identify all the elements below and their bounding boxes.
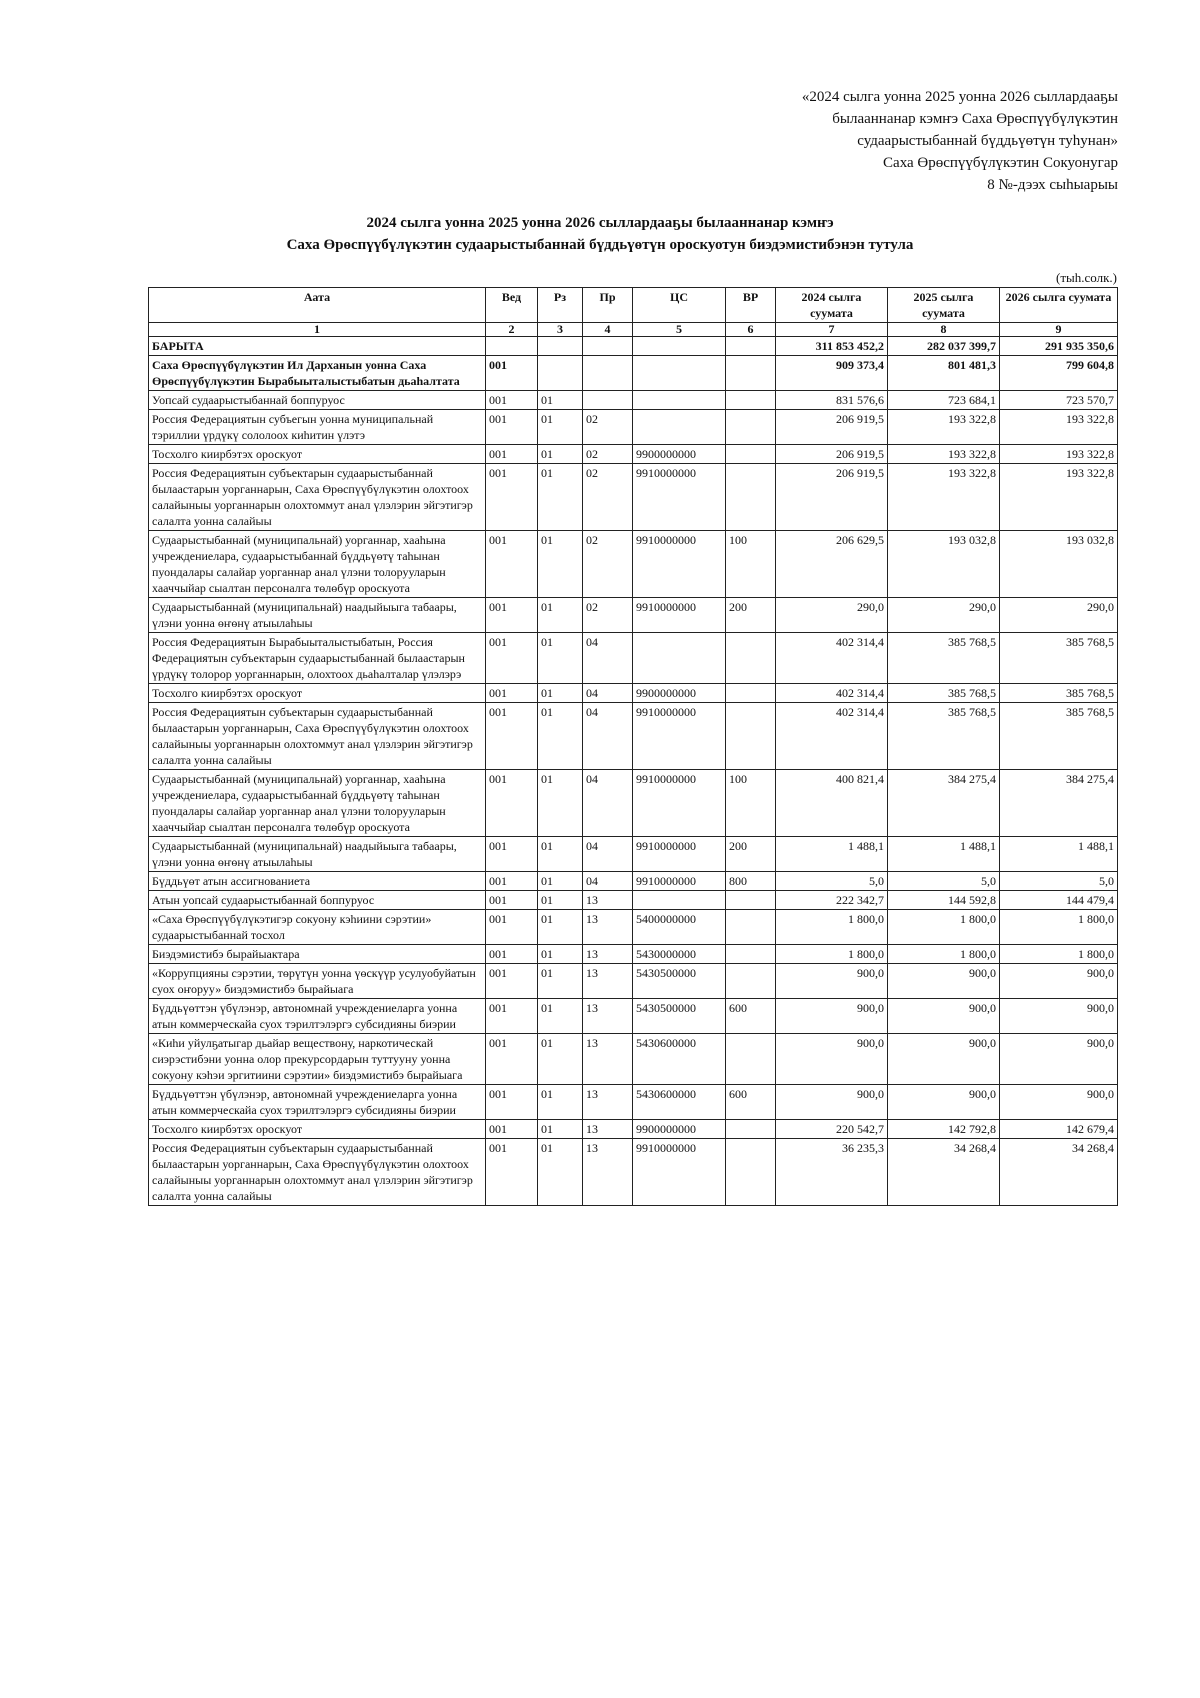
- table-row: [149, 464, 1118, 531]
- header-2024: 2024 сылга суумата: [776, 288, 888, 323]
- cell-pr: 04: [583, 872, 633, 891]
- cell-rz: 01: [538, 945, 583, 964]
- cell-pr: 13: [583, 1034, 633, 1085]
- cell-vr: [726, 1139, 776, 1206]
- cell-amount-2026: 144 479,4: [1000, 891, 1118, 910]
- table-header-row: [149, 288, 1118, 323]
- cell-name: Тосхолго киирбэтэх ороскуот: [149, 1120, 486, 1139]
- cell-amount-2025: 290,0: [888, 598, 1000, 633]
- column-number: 1: [149, 323, 486, 337]
- cell-cs: 9900000000: [633, 1120, 726, 1139]
- table-row: [149, 337, 1118, 356]
- table-body: [149, 337, 1118, 1206]
- cell-amount-2025: 282 037 399,7: [888, 337, 1000, 356]
- cell-amount-2024: 290,0: [776, 598, 888, 633]
- cell-ved: 001: [486, 945, 538, 964]
- table-row: [149, 837, 1118, 872]
- column-number: 4: [583, 323, 633, 337]
- cell-ved: 001: [486, 872, 538, 891]
- cell-pr: 13: [583, 891, 633, 910]
- cell-rz: 01: [538, 999, 583, 1034]
- cell-name: Судаарыстыбаннай (муниципальнай) наадыйыыга табаары, үлэни уонна өҥөнү атыылаһыы: [149, 598, 486, 633]
- cell-ved: 001: [486, 999, 538, 1034]
- table-row: [149, 964, 1118, 999]
- cell-amount-2026: 900,0: [1000, 1034, 1118, 1085]
- table-row: [149, 633, 1118, 684]
- table-row: [149, 1085, 1118, 1120]
- cell-pr: 02: [583, 598, 633, 633]
- cell-cs: [633, 410, 726, 445]
- cell-pr: 13: [583, 1139, 633, 1206]
- cell-ved: 001: [486, 910, 538, 945]
- table-row: [149, 445, 1118, 464]
- cell-amount-2025: 144 592,8: [888, 891, 1000, 910]
- cell-amount-2024: 402 314,4: [776, 703, 888, 770]
- cell-vr: 100: [726, 770, 776, 837]
- unit-label: (тыһ.солк.): [1056, 270, 1117, 285]
- cell-cs: [633, 337, 726, 356]
- cell-pr: 13: [583, 945, 633, 964]
- column-number: 9: [1000, 323, 1118, 337]
- cell-vr: 200: [726, 837, 776, 872]
- cell-ved: 001: [486, 633, 538, 684]
- cell-rz: 01: [538, 531, 583, 598]
- appendix-note-line: 8 №-дээх сыһыарыы: [987, 177, 1118, 193]
- cell-name: Судаарыстыбаннай (муниципальнай) уорганнар, хааһына учреждениелара, судаарыстыбаннай бүддьүөтү таһынан пуондалары салайар уорганнар анал үлэни толорууларын хааччыйар сыалтан персоналга төлөбүр ороскуота: [149, 531, 486, 598]
- cell-amount-2025: 1 800,0: [888, 945, 1000, 964]
- cell-amount-2025: 385 768,5: [888, 703, 1000, 770]
- cell-ved: 001: [486, 464, 538, 531]
- cell-cs: 9910000000: [633, 703, 726, 770]
- cell-name: Биэдэмистибэ бырайыактара: [149, 945, 486, 964]
- cell-name: «Киһи уйулҕатыгар дьайар веществону, наркотическай сиэрэстибэни уонна олор прекурсордарын туттууну уонна сокуону кэһэи эргитиини сэрэтии» биэдэмистибэ бырайыага: [149, 1034, 486, 1085]
- cell-ved: 001: [486, 703, 538, 770]
- cell-cs: 9910000000: [633, 837, 726, 872]
- cell-ved: 001: [486, 684, 538, 703]
- appendix-note-line: былааннанар кэмҥэ Саха Өрөспүүбүлүкэтин: [832, 111, 1118, 127]
- cell-name: Судаарыстыбаннай (муниципальнай) наадыйыыга табаары, үлэни уонна өҥөнү атыылаһыы: [149, 837, 486, 872]
- cell-amount-2025: 193 322,8: [888, 445, 1000, 464]
- table-row: [149, 999, 1118, 1034]
- cell-pr: 04: [583, 770, 633, 837]
- table-row: [149, 1120, 1118, 1139]
- cell-rz: 01: [538, 598, 583, 633]
- cell-pr: [583, 337, 633, 356]
- cell-amount-2024: 1 800,0: [776, 910, 888, 945]
- column-number: 2: [486, 323, 538, 337]
- cell-ved: 001: [486, 391, 538, 410]
- cell-rz: 01: [538, 391, 583, 410]
- cell-vr: [726, 410, 776, 445]
- cell-amount-2026: 142 679,4: [1000, 1120, 1118, 1139]
- cell-rz: 01: [538, 837, 583, 872]
- cell-pr: 04: [583, 837, 633, 872]
- cell-vr: 600: [726, 999, 776, 1034]
- cell-amount-2026: 384 275,4: [1000, 770, 1118, 837]
- cell-amount-2025: 34 268,4: [888, 1139, 1000, 1206]
- cell-name: Бүддьүөт атын ассигнованиета: [149, 872, 486, 891]
- cell-amount-2026: 385 768,5: [1000, 633, 1118, 684]
- cell-name: Саха Өрөспүүбүлүкэтин Ил Дарханын уонна Саха Өрөспүүбүлүкэтин Бырабыыталыстыбатын дьаһалтата: [149, 356, 486, 391]
- cell-amount-2025: 900,0: [888, 1034, 1000, 1085]
- cell-amount-2025: 5,0: [888, 872, 1000, 891]
- cell-pr: 02: [583, 445, 633, 464]
- cell-amount-2025: 900,0: [888, 999, 1000, 1034]
- cell-amount-2025: 193 032,8: [888, 531, 1000, 598]
- column-number-row: [149, 323, 1118, 337]
- header-pr: Пр: [583, 288, 633, 323]
- document-title-line-1: 2024 сылга уонна 2025 уонна 2026 сыллардааҕы былааннанар кэмҥэ: [366, 215, 834, 231]
- cell-rz: 01: [538, 633, 583, 684]
- cell-pr: 02: [583, 531, 633, 598]
- cell-pr: 13: [583, 910, 633, 945]
- cell-vr: 600: [726, 1085, 776, 1120]
- cell-name: Россия Федерациятын Бырабыыталыстыбатын, Россия Федерациятын субъектарын судаарыстыбаннай былаастарын үрдүкү толорор уорганнарын, олохтоох дьаһалталар үлэлэрэ: [149, 633, 486, 684]
- cell-vr: [726, 464, 776, 531]
- cell-rz: 01: [538, 410, 583, 445]
- cell-ved: 001: [486, 1120, 538, 1139]
- column-number: 7: [776, 323, 888, 337]
- header-cs: ЦС: [633, 288, 726, 323]
- header-ved: Вед: [486, 288, 538, 323]
- table-row: [149, 410, 1118, 445]
- cell-pr: 13: [583, 1085, 633, 1120]
- cell-amount-2026: 1 488,1: [1000, 837, 1118, 872]
- cell-cs: 5430500000: [633, 999, 726, 1034]
- cell-ved: 001: [486, 837, 538, 872]
- cell-amount-2026: 34 268,4: [1000, 1139, 1118, 1206]
- cell-amount-2026: 385 768,5: [1000, 684, 1118, 703]
- cell-amount-2026: 900,0: [1000, 964, 1118, 999]
- cell-cs: [633, 391, 726, 410]
- table-row: [149, 598, 1118, 633]
- cell-cs: 9900000000: [633, 445, 726, 464]
- table-row: [149, 356, 1118, 391]
- table-row: [149, 1139, 1118, 1206]
- table-row: [149, 684, 1118, 703]
- cell-ved: 001: [486, 410, 538, 445]
- table-row: [149, 391, 1118, 410]
- document-title: [0, 212, 1200, 256]
- cell-amount-2026: 193 322,8: [1000, 464, 1118, 531]
- cell-pr: 02: [583, 410, 633, 445]
- column-number: 6: [726, 323, 776, 337]
- cell-rz: 01: [538, 872, 583, 891]
- cell-amount-2026: 1 800,0: [1000, 910, 1118, 945]
- budget-table: [148, 287, 1118, 1206]
- cell-rz: 01: [538, 964, 583, 999]
- cell-amount-2024: 311 853 452,2: [776, 337, 888, 356]
- cell-amount-2024: 206 629,5: [776, 531, 888, 598]
- cell-pr: 04: [583, 684, 633, 703]
- cell-name: «Саха Өрөспүүбүлүкэтигэр сокуону кэһиини сэрэтии» судаарыстыбаннай тосхол: [149, 910, 486, 945]
- cell-pr: 13: [583, 964, 633, 999]
- cell-rz: [538, 337, 583, 356]
- header-2026: 2026 сылга суумата: [1000, 288, 1118, 323]
- cell-rz: 01: [538, 703, 583, 770]
- cell-rz: 01: [538, 464, 583, 531]
- cell-amount-2026: 900,0: [1000, 1085, 1118, 1120]
- cell-vr: 800: [726, 872, 776, 891]
- cell-name: Тосхолго киирбэтэх ороскуот: [149, 684, 486, 703]
- cell-amount-2025: 1 800,0: [888, 910, 1000, 945]
- cell-pr: [583, 391, 633, 410]
- cell-cs: 9900000000: [633, 684, 726, 703]
- cell-rz: 01: [538, 891, 583, 910]
- column-number: 5: [633, 323, 726, 337]
- cell-pr: 13: [583, 1120, 633, 1139]
- table-row: [149, 770, 1118, 837]
- cell-cs: 5400000000: [633, 910, 726, 945]
- cell-cs: 5430600000: [633, 1034, 726, 1085]
- cell-amount-2024: 206 919,5: [776, 410, 888, 445]
- cell-rz: 01: [538, 1085, 583, 1120]
- cell-rz: 01: [538, 770, 583, 837]
- cell-amount-2025: 193 322,8: [888, 410, 1000, 445]
- cell-name: Атын уопсай судаарыстыбаннай боппуруос: [149, 891, 486, 910]
- cell-cs: [633, 891, 726, 910]
- cell-name: Уопсай судаарыстыбаннай боппуруос: [149, 391, 486, 410]
- cell-amount-2026: 193 322,8: [1000, 445, 1118, 464]
- cell-amount-2026: 900,0: [1000, 999, 1118, 1034]
- header-vr: ВР: [726, 288, 776, 323]
- cell-ved: 001: [486, 1085, 538, 1120]
- cell-pr: 04: [583, 633, 633, 684]
- header-name: Аата: [149, 288, 486, 323]
- column-number: 8: [888, 323, 1000, 337]
- cell-ved: 001: [486, 770, 538, 837]
- cell-vr: [726, 684, 776, 703]
- appendix-note-line: «2024 сылга уонна 2025 уонна 2026 сыллардааҕы: [801, 89, 1118, 105]
- cell-vr: [726, 1034, 776, 1085]
- cell-name: Бүддьүөттэн үбүлэнэр, автономнай учреждениеларга уонна атын коммерческайа суох тэрилтэлэргэ субсидияны биэрии: [149, 999, 486, 1034]
- cell-rz: 01: [538, 1034, 583, 1085]
- cell-amount-2024: 5,0: [776, 872, 888, 891]
- table-row: [149, 910, 1118, 945]
- cell-amount-2024: 831 576,6: [776, 391, 888, 410]
- cell-cs: 9910000000: [633, 464, 726, 531]
- cell-name: Россия Федерациятын субъектарын судаарыстыбаннай былаастарын уорганнарын, Саха Өрөспүүбүлүкэтин олохтоох салайыныы уорганнарын олохтоммут анал үлэлэрин эйгэтигэр салалта уонна салайыы: [149, 464, 486, 531]
- cell-amount-2024: 900,0: [776, 1034, 888, 1085]
- cell-ved: [486, 337, 538, 356]
- cell-amount-2024: 900,0: [776, 964, 888, 999]
- cell-amount-2025: 384 275,4: [888, 770, 1000, 837]
- cell-vr: [726, 703, 776, 770]
- cell-rz: 01: [538, 445, 583, 464]
- cell-pr: 04: [583, 703, 633, 770]
- cell-ved: 001: [486, 964, 538, 999]
- cell-amount-2026: 799 604,8: [1000, 356, 1118, 391]
- cell-ved: 001: [486, 891, 538, 910]
- cell-ved: 001: [486, 1034, 538, 1085]
- cell-vr: 100: [726, 531, 776, 598]
- cell-vr: [726, 891, 776, 910]
- cell-amount-2024: 900,0: [776, 999, 888, 1034]
- cell-amount-2025: 900,0: [888, 964, 1000, 999]
- cell-cs: 5430600000: [633, 1085, 726, 1120]
- column-number: 3: [538, 323, 583, 337]
- cell-cs: 9910000000: [633, 531, 726, 598]
- cell-amount-2026: 193 032,8: [1000, 531, 1118, 598]
- cell-amount-2025: 723 684,1: [888, 391, 1000, 410]
- cell-name: «Коррупцияны сэрэтии, төрүтүн уонна үөскүүр усулуобуйатын суох оҥоруу» биэдэмистибэ бырайыага: [149, 964, 486, 999]
- cell-vr: [726, 391, 776, 410]
- cell-ved: 001: [486, 531, 538, 598]
- cell-vr: [726, 945, 776, 964]
- cell-rz: [538, 356, 583, 391]
- cell-cs: 9910000000: [633, 598, 726, 633]
- cell-vr: [726, 633, 776, 684]
- cell-amount-2025: 385 768,5: [888, 633, 1000, 684]
- cell-amount-2024: 222 342,7: [776, 891, 888, 910]
- cell-name: Россия Федерациятын субъектарын судаарыстыбаннай былаастарын уорганнарын, Саха Өрөспүүбүлүкэтин олохтоох салайыныы уорганнарын олохтоммут анал үлэлэрин эйгэтигэр салалта уонна салайыы: [149, 703, 486, 770]
- cell-ved: 001: [486, 445, 538, 464]
- cell-cs: 9910000000: [633, 770, 726, 837]
- table-row: [149, 703, 1118, 770]
- cell-vr: [726, 1120, 776, 1139]
- cell-cs: 5430500000: [633, 964, 726, 999]
- cell-pr: [583, 356, 633, 391]
- cell-rz: 01: [538, 684, 583, 703]
- cell-ved: 001: [486, 598, 538, 633]
- cell-amount-2025: 900,0: [888, 1085, 1000, 1120]
- cell-amount-2024: 1 488,1: [776, 837, 888, 872]
- table-row: [149, 872, 1118, 891]
- cell-name: Тосхолго киирбэтэх ороскуот: [149, 445, 486, 464]
- cell-rz: 01: [538, 1139, 583, 1206]
- cell-amount-2026: 1 800,0: [1000, 945, 1118, 964]
- header-rz: Рз: [538, 288, 583, 323]
- cell-pr: 13: [583, 999, 633, 1034]
- cell-amount-2026: 5,0: [1000, 872, 1118, 891]
- cell-vr: [726, 356, 776, 391]
- cell-amount-2024: 402 314,4: [776, 684, 888, 703]
- cell-pr: 02: [583, 464, 633, 531]
- cell-amount-2024: 206 919,5: [776, 464, 888, 531]
- cell-cs: 9910000000: [633, 872, 726, 891]
- cell-amount-2024: 36 235,3: [776, 1139, 888, 1206]
- cell-amount-2025: 142 792,8: [888, 1120, 1000, 1139]
- cell-name: БАРЫТА: [149, 337, 486, 356]
- cell-amount-2026: 193 322,8: [1000, 410, 1118, 445]
- cell-amount-2024: 402 314,4: [776, 633, 888, 684]
- cell-amount-2024: 206 919,5: [776, 445, 888, 464]
- cell-ved: 001: [486, 1139, 538, 1206]
- table-row: [149, 891, 1118, 910]
- cell-vr: [726, 337, 776, 356]
- cell-cs: [633, 356, 726, 391]
- cell-amount-2025: 1 488,1: [888, 837, 1000, 872]
- cell-cs: 9910000000: [633, 1139, 726, 1206]
- cell-vr: [726, 445, 776, 464]
- cell-amount-2024: 1 800,0: [776, 945, 888, 964]
- cell-amount-2026: 385 768,5: [1000, 703, 1118, 770]
- table-row: [149, 1034, 1118, 1085]
- cell-ved: 001: [486, 356, 538, 391]
- appendix-note: [802, 86, 1118, 196]
- appendix-note-line: судаарыстыбаннай бүддьүөтүн туһунан»: [857, 133, 1118, 149]
- cell-name: Бүддьүөттэн үбүлэнэр, автономнай учреждениеларга уонна атын коммерческайа суох тэрилтэлэргэ субсидияны биэрии: [149, 1085, 486, 1120]
- cell-cs: 5430000000: [633, 945, 726, 964]
- table-row: [149, 945, 1118, 964]
- cell-name: Россия Федерациятын субъегын уонна муниципальнай тэриллии үрдүкү сололоох киһитин үлэтэ: [149, 410, 486, 445]
- cell-amount-2025: 193 322,8: [888, 464, 1000, 531]
- cell-cs: [633, 633, 726, 684]
- cell-amount-2024: 900,0: [776, 1085, 888, 1120]
- table-row: [149, 531, 1118, 598]
- cell-rz: 01: [538, 1120, 583, 1139]
- cell-amount-2026: 291 935 350,6: [1000, 337, 1118, 356]
- cell-vr: [726, 910, 776, 945]
- header-2025: 2025 сылга суумата: [888, 288, 1000, 323]
- document-title-line-2: Саха Өрөспүүбүлүкэтин судаарыстыбаннай бүддьүөтүн ороскуотун биэдэмистибэнэн тутула: [286, 237, 914, 253]
- cell-rz: 01: [538, 910, 583, 945]
- appendix-note-line: Саха Өрөспүүбүлүкэтин Сокуонугар: [883, 155, 1118, 171]
- cell-amount-2025: 385 768,5: [888, 684, 1000, 703]
- cell-amount-2024: 400 821,4: [776, 770, 888, 837]
- cell-amount-2024: 220 542,7: [776, 1120, 888, 1139]
- cell-amount-2026: 290,0: [1000, 598, 1118, 633]
- cell-amount-2025: 801 481,3: [888, 356, 1000, 391]
- cell-vr: 200: [726, 598, 776, 633]
- cell-name: Россия Федерациятын субъектарын судаарыстыбаннай былаастарын уорганнарын, Саха Өрөспүүбүлүкэтин олохтоох салайыныы уорганнарын олохтоммут анал үлэлэрин эйгэтигэр салалта уонна салайыы: [149, 1139, 486, 1206]
- cell-amount-2026: 723 570,7: [1000, 391, 1118, 410]
- cell-name: Судаарыстыбаннай (муниципальнай) уорганнар, хааһына учреждениелара, судаарыстыбаннай бүддьүөтү таһынан пуондалары салайар уорганнар анал үлэни толорууларын хааччыйар сыалтан персоналга төлөбүр ороскуота: [149, 770, 486, 837]
- cell-amount-2024: 909 373,4: [776, 356, 888, 391]
- cell-vr: [726, 964, 776, 999]
